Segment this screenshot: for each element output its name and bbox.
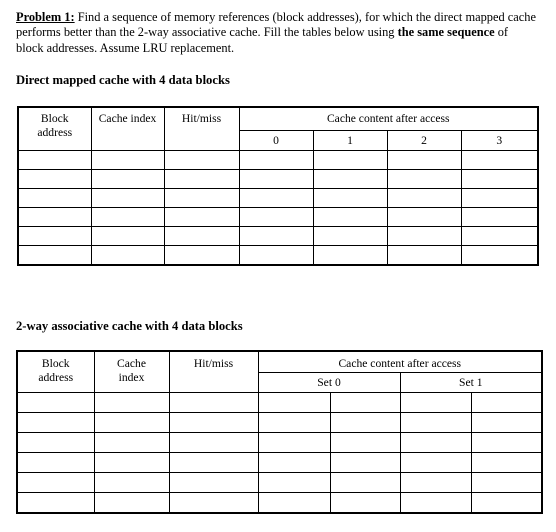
two-way-table — [16, 350, 543, 514]
problem-text-2: of block addresses. Assume LRU replacement. — [16, 25, 509, 55]
hit-miss-header: Hit/miss — [164, 107, 239, 151]
set-1-header: Set 1 — [400, 373, 542, 393]
table-row — [17, 473, 542, 493]
cache-index-header: Cache index — [91, 107, 164, 151]
hit-miss-header: Hit/miss — [169, 351, 258, 393]
table-row — [17, 393, 542, 413]
two-way-heading: 2-way associative cache with 4 data blocks — [16, 319, 243, 333]
block-address-header: Block address — [17, 351, 94, 393]
table-row — [17, 493, 542, 513]
table-row — [18, 246, 538, 265]
problem-text-1: Find a sequence of memory references (block addresses), for which the direct mapped cache performs better than the 2-way associative cache. Fill the tables below using — [16, 10, 536, 40]
table-row — [18, 151, 538, 170]
cache-content-header: Cache content after access — [258, 351, 542, 373]
cache-index-header: Cache index — [94, 351, 169, 393]
problem-statement — [16, 10, 536, 56]
table-row — [18, 208, 538, 227]
table-row — [18, 227, 538, 246]
table-row — [17, 453, 542, 473]
problem-title: Problem 1: — [16, 10, 75, 24]
cache-content-header: Cache content after access — [239, 107, 538, 131]
table-row — [17, 433, 542, 453]
table-row — [17, 413, 542, 433]
set-0-header: Set 0 — [258, 373, 400, 393]
block-col-1: 1 — [313, 131, 387, 151]
block-col-3: 3 — [461, 131, 538, 151]
direct-mapped-heading: Direct mapped cache with 4 data blocks — [16, 73, 230, 87]
block-col-0: 0 — [239, 131, 313, 151]
direct-mapped-table — [17, 106, 539, 266]
block-address-header: Block address — [18, 107, 91, 151]
table-row — [18, 170, 538, 189]
problem-text-bold: the same sequence — [397, 25, 495, 40]
table-row — [18, 189, 538, 208]
block-col-2: 2 — [387, 131, 461, 151]
